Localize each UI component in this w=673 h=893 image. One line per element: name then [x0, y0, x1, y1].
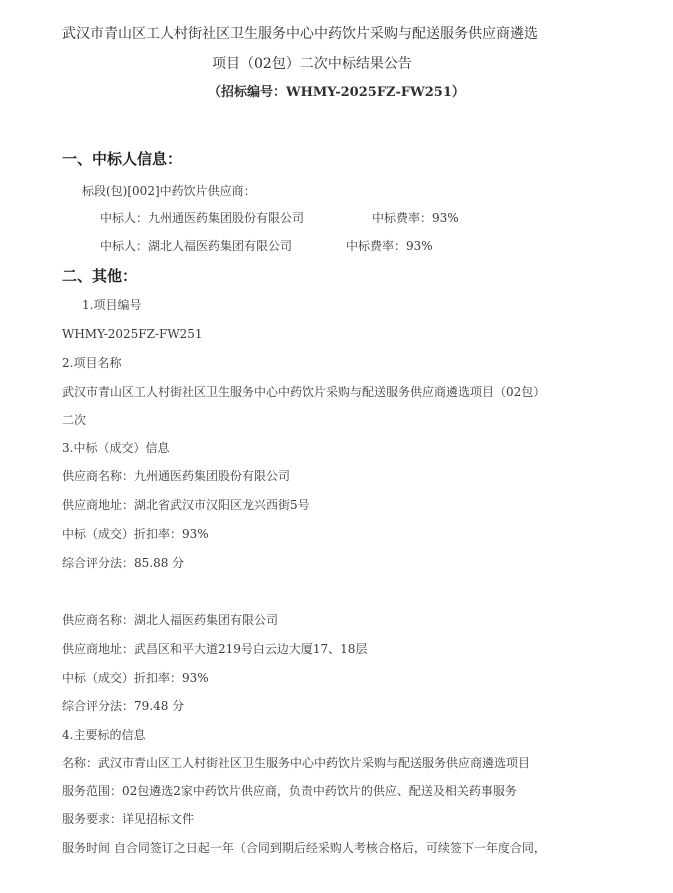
supplier-2-discount: 中标（成交）折扣率：93%	[62, 671, 209, 685]
service-time: 服务时间 自合同签订之日起一年（合同到期后经采购人考核合格后，可续签下一年度合同，	[62, 841, 546, 855]
item-1-title: 1.项目编号	[82, 298, 142, 312]
supplier-1-address: 供应商地址：湖北省武汉市汉阳区龙兴西街5号	[62, 498, 310, 512]
item-2-title: 2.项目名称	[62, 356, 122, 370]
section-winner-heading: 一、中标人信息：	[62, 150, 183, 168]
item-3-title: 3.中标（成交）信息	[62, 441, 170, 455]
service-scope: 服务范围：02包遴选2家中药饮片供应商，负责中药饮片的供应、配送及相关药事服务	[62, 784, 517, 798]
service-requirement: 服务要求：详见招标文件	[62, 812, 195, 826]
tender-number: （招标编号：WHMY-2025FZ-FW251）	[208, 85, 465, 100]
title-line-2: 项目（02包）二次中标结果公告	[212, 56, 412, 72]
winner-1-rate: 中标费率：93%	[372, 211, 459, 225]
supplier-2-score: 综合评分法：79.48 分	[62, 699, 185, 713]
project-number: WHMY-2025FZ-FW251	[62, 327, 203, 341]
title-line-1: 武汉市青山区工人村街社区卫生服务中心中药饮片采购与配送服务供应商遴选	[62, 26, 538, 42]
lot-label: 标段(包)[002]中药饮片供应商：	[82, 184, 256, 198]
supplier-1-discount: 中标（成交）折扣率：93%	[62, 527, 209, 541]
project-name-line-2: 二次	[62, 413, 87, 427]
item-4-title: 4.主要标的信息	[62, 728, 146, 742]
section-other-heading: 二、其他：	[62, 267, 138, 285]
supplier-1-score: 综合评分法：85.88 分	[62, 556, 185, 570]
project-name-line-1: 武汉市青山区工人村街社区卫生服务中心中药饮片采购与配送服务供应商遴选项目（02包）	[62, 385, 546, 399]
winner-2: 中标人：湖北人福医药集团有限公司	[100, 239, 293, 253]
winner-2-rate: 中标费率：93%	[346, 239, 433, 253]
supplier-1-name: 供应商名称：九州通医药集团股份有限公司	[62, 469, 291, 483]
supplier-2-address: 供应商地址：武昌区和平大道219号白云边大厦17、18层	[62, 642, 368, 656]
subject-name: 名称：武汉市青山区工人村街社区卫生服务中心中药饮片采购与配送服务供应商遴选项目	[62, 756, 531, 770]
winner-1: 中标人：九州通医药集团股份有限公司	[100, 211, 305, 225]
supplier-2-name: 供应商名称：湖北人福医药集团有限公司	[62, 613, 279, 627]
